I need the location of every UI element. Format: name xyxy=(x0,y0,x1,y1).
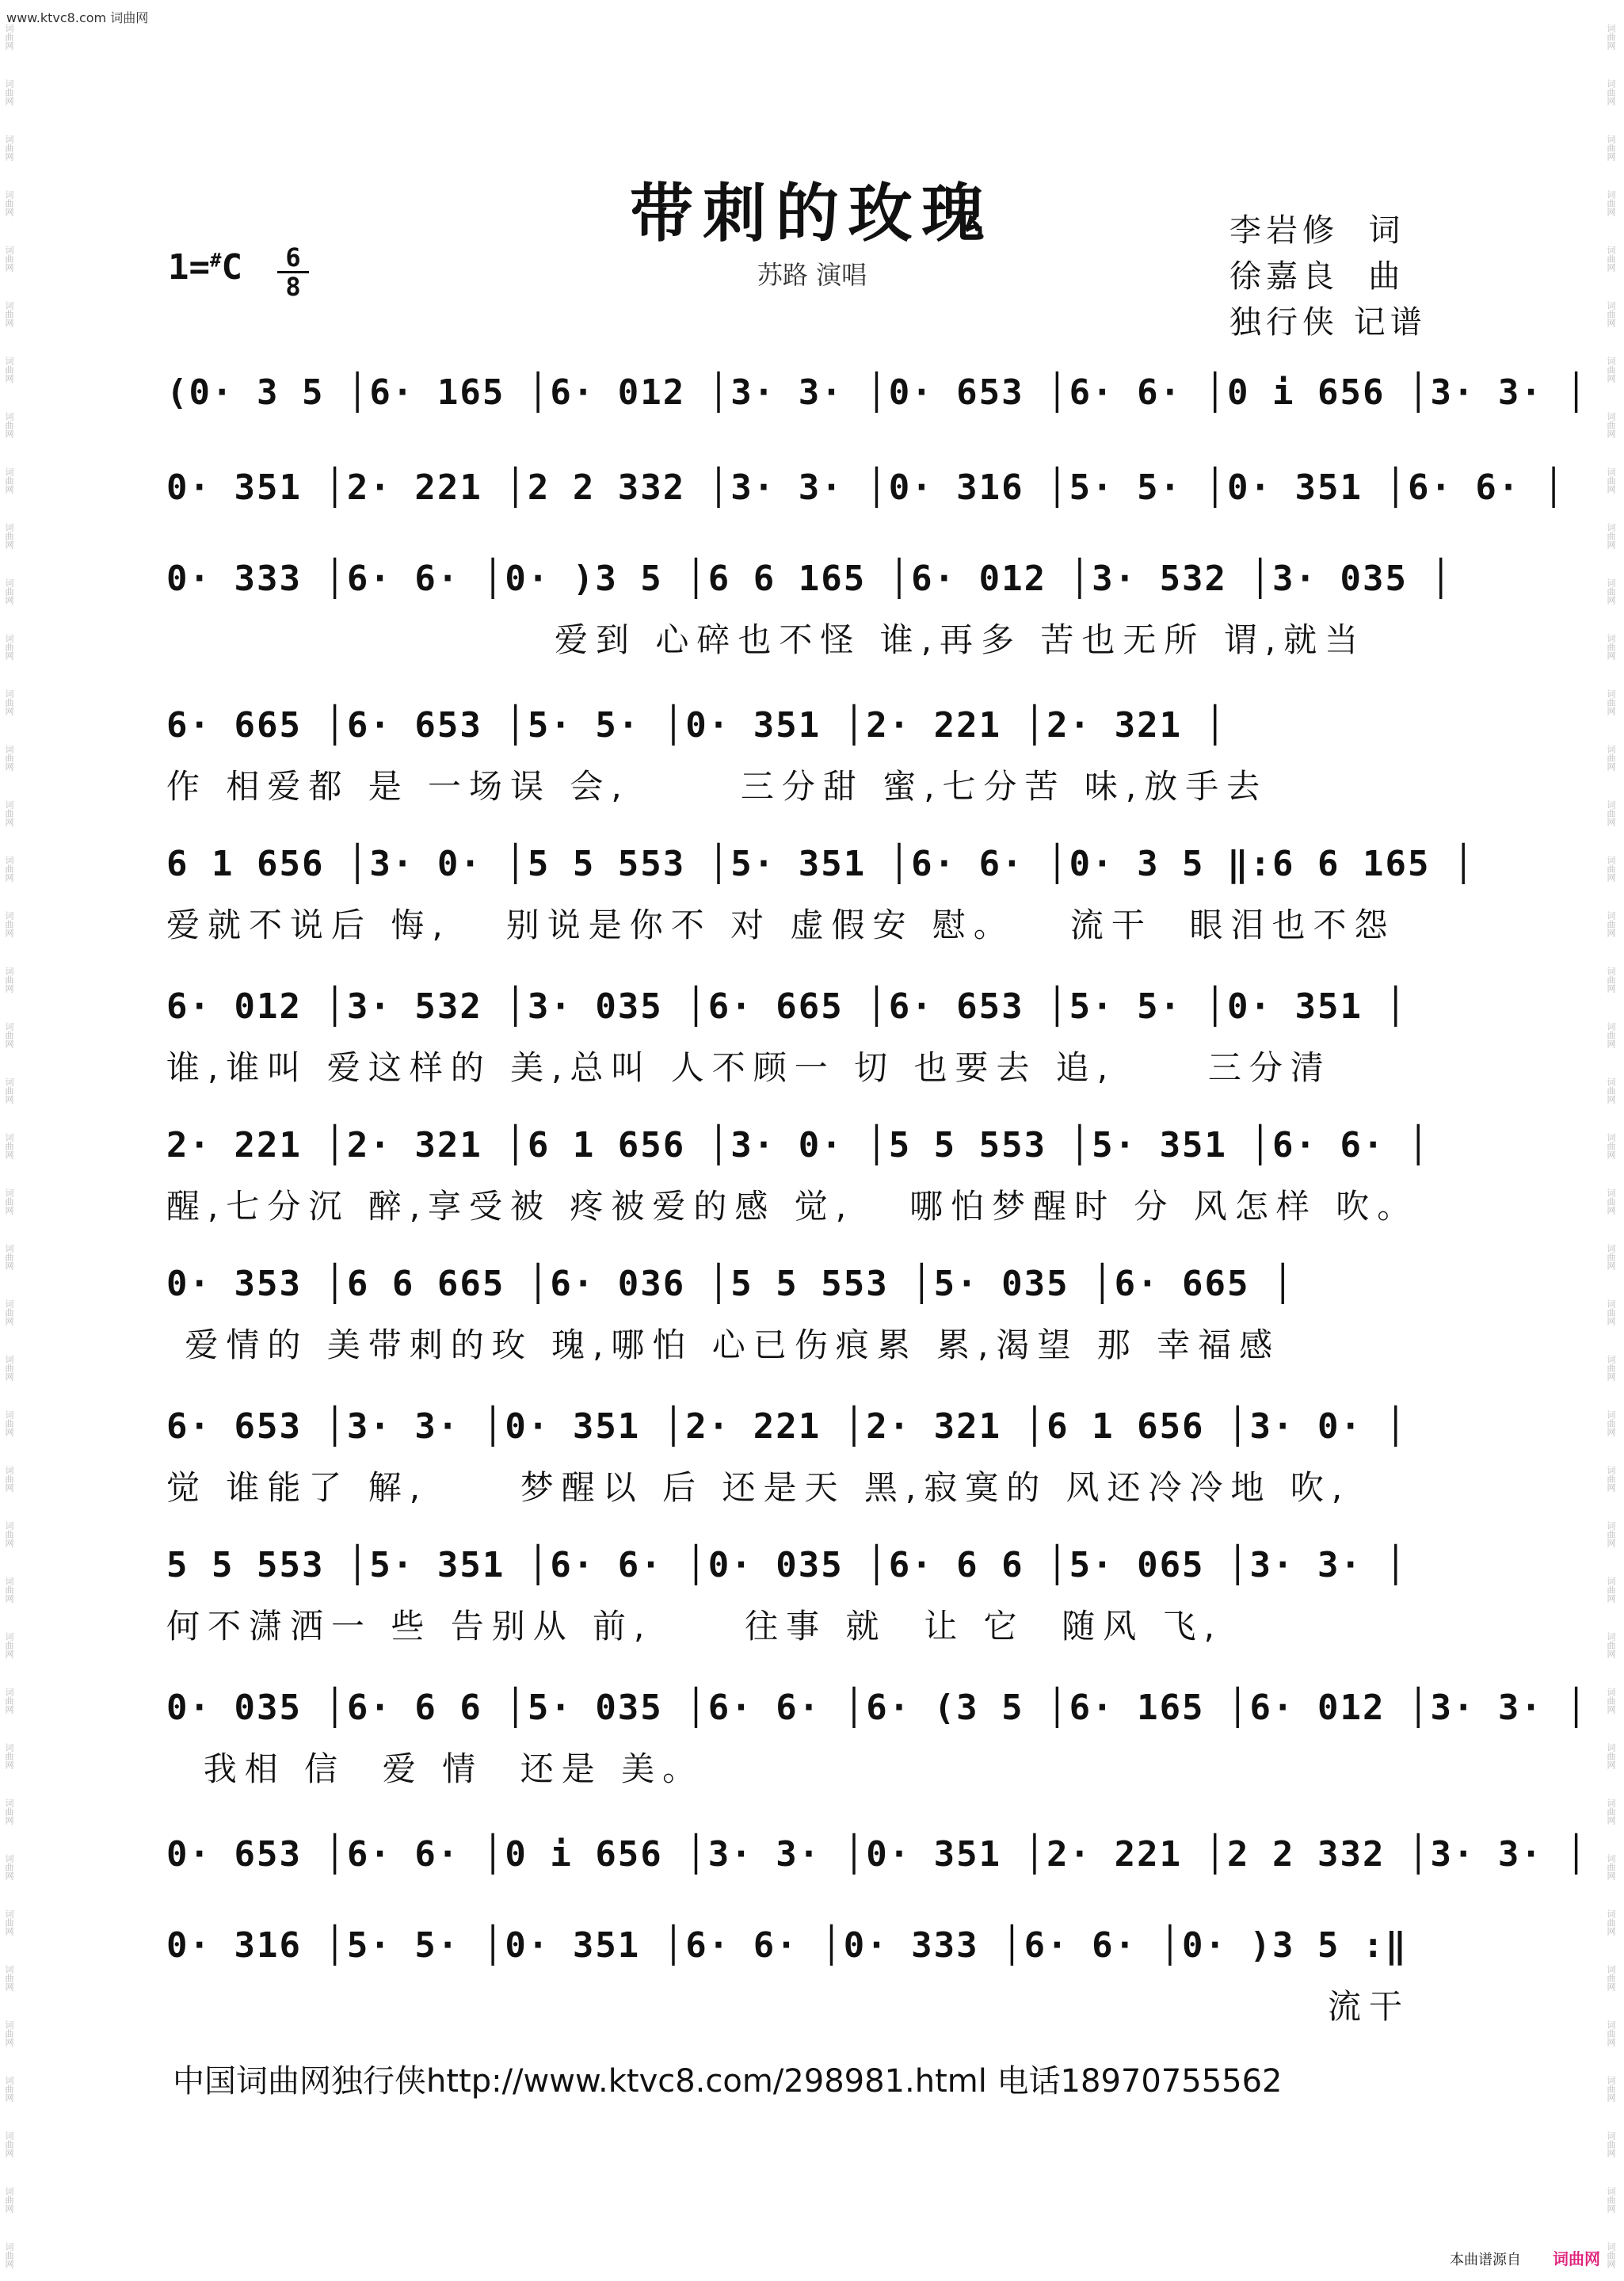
watermark-mark: 词曲网 xyxy=(4,2131,14,2157)
watermark-mark: 词曲网 xyxy=(1606,2131,1616,2157)
lyrics-line: 何不潇洒一 些 告别从 前, 往事 就 让 它 随风 飞, xyxy=(166,1607,1222,1646)
watermark-mark: 词曲网 xyxy=(1606,1410,1616,1436)
watermark-mark: 词曲网 xyxy=(4,523,14,549)
watermark-mark: 词曲网 xyxy=(4,1743,14,1769)
watermark-mark: 词曲网 xyxy=(1606,689,1616,715)
watermark-mark: 词曲网 xyxy=(1606,2076,1616,2102)
watermark-mark: 词曲网 xyxy=(4,2187,14,2213)
key-signature: 1=#C xyxy=(168,247,242,288)
watermark-mark: 词曲网 xyxy=(1606,1577,1616,1603)
watermark-mark: 词曲网 xyxy=(4,190,14,216)
lyrics-line: 谁,谁叫 爱这样的 美,总叫 人不顾一 切 也要去 追, 三分清 xyxy=(166,1048,1332,1087)
watermark-mark: 词曲网 xyxy=(4,2242,14,2268)
notation-line: 6 1 656 │3· 0· │5 5 553 │5· 351 │6· 6· │0· 3 5 ‖:6 6 165 │ xyxy=(166,844,1476,884)
watermark-mark: 词曲网 xyxy=(1606,1688,1616,1714)
watermark-mark: 词曲网 xyxy=(4,634,14,660)
watermark-mark: 词曲网 xyxy=(1606,301,1616,327)
watermark-mark: 词曲网 xyxy=(1606,1355,1616,1381)
watermark-mark: 词曲网 xyxy=(4,911,14,937)
watermark-mark: 词曲网 xyxy=(4,1078,14,1104)
notation-line: 2· 221 │2· 321 │6 1 656 │3· 0· │5 5 553 │5· 351 │6· 6· │ xyxy=(166,1125,1431,1165)
watermark-mark: 词曲网 xyxy=(4,1854,14,1880)
watermark-mark: 词曲网 xyxy=(1606,1632,1616,1658)
performer: 苏路 演唱 xyxy=(757,260,867,290)
watermark-mark: 词曲网 xyxy=(1606,1798,1616,1825)
watermark-mark: 词曲网 xyxy=(4,1244,14,1270)
watermark-mark: 词曲网 xyxy=(1606,2020,1616,2046)
notation-line: 0· 316 │5· 5· │0· 351 │6· 6· │0· 333 │6· 6· │0· )3 5 :‖ xyxy=(166,1925,1408,1966)
watermark-mark: 词曲网 xyxy=(4,1355,14,1381)
watermark-mark: 词曲网 xyxy=(1606,467,1616,494)
watermark-mark: 词曲网 xyxy=(4,856,14,882)
notation-line: 0· 333 │6· 6· │0· )3 5 │6 6 165 │6· 012 │3· 532 │3· 035 │ xyxy=(166,559,1453,599)
watermark-mark: 词曲网 xyxy=(1606,1854,1616,1880)
watermark-mark: 词曲网 xyxy=(4,2076,14,2102)
watermark-mark: 词曲网 xyxy=(4,79,14,105)
composer: 徐嘉良 曲 xyxy=(1229,258,1405,295)
watermark-mark: 词曲网 xyxy=(1606,911,1616,937)
lyrics-line: 爱就不说后 悔, 别说是你不 对 虚假安 慰。 流干 眼泪也不怨 xyxy=(166,906,1396,944)
watermark-mark: 词曲网 xyxy=(4,357,14,383)
watermark-mark: 词曲网 xyxy=(1606,79,1616,105)
watermark-mark: 词曲网 xyxy=(1606,1022,1616,1048)
credits xyxy=(1229,208,1427,345)
watermark-mark: 词曲网 xyxy=(1606,1909,1616,1936)
left-watermark-strip xyxy=(0,0,22,2281)
watermark-mark: 词曲网 xyxy=(4,967,14,993)
lyricist: 李岩修 词 xyxy=(1229,212,1405,249)
notation-line: 0· 351 │2· 221 │2 2 332 │3· 3· │0· 316 │5· 5· │0· 351 │6· 6· │ xyxy=(166,467,1566,508)
watermark-mark: 词曲网 xyxy=(4,800,14,826)
watermark-mark: 词曲网 xyxy=(4,1410,14,1436)
watermark-mark: 词曲网 xyxy=(1606,412,1616,438)
watermark-mark: 词曲网 xyxy=(4,1188,14,1215)
watermark-mark: 词曲网 xyxy=(4,135,14,161)
watermark-mark: 词曲网 xyxy=(1606,135,1616,161)
watermark-mark: 词曲网 xyxy=(1606,357,1616,383)
watermark-mark: 词曲网 xyxy=(4,1466,14,1492)
watermark-mark: 词曲网 xyxy=(4,1022,14,1048)
watermark-mark: 词曲网 xyxy=(4,246,14,272)
watermark-mark: 词曲网 xyxy=(1606,634,1616,660)
watermark-mark: 词曲网 xyxy=(1606,1743,1616,1769)
watermark-mark: 词曲网 xyxy=(1606,578,1616,605)
footer-link[interactable]: 中国词曲网独行侠http://www.ktvc8.com/298981.html 电话18970755562 xyxy=(173,2063,1283,2100)
lyrics-line: 爱情的 美带刺的玫 瑰,哪怕 心已伤痕累 累,渴望 那 幸福感 xyxy=(166,1325,1281,1364)
watermark-mark: 词曲网 xyxy=(4,1688,14,1714)
watermark-mark: 词曲网 xyxy=(1606,24,1616,50)
watermark-mark: 词曲网 xyxy=(1606,1466,1616,1492)
notation-line: 0· 353 │6 6 665 │6· 036 │5 5 553 │5· 035 │6· 665 │ xyxy=(166,1264,1295,1304)
notation-line: 6· 653 │3· 3· │0· 351 │2· 221 │2· 321 │6 1 656 │3· 0· │ xyxy=(166,1406,1408,1447)
notation-line: 0· 653 │6· 6· │0 i 656 │3· 3· │0· 351 │2· 221 │2 2 332 │3· 3· │ xyxy=(166,1834,1588,1875)
watermark-mark: 词曲网 xyxy=(4,1798,14,1825)
watermark-mark: 词曲网 xyxy=(4,1965,14,1991)
watermark-mark: 词曲网 xyxy=(4,1632,14,1658)
watermark-mark: 词曲网 xyxy=(4,689,14,715)
watermark-mark: 词曲网 xyxy=(1606,800,1616,826)
corner-source-label: 本曲谱源自 xyxy=(1450,2252,1521,2268)
notation-line: 6· 665 │6· 653 │5· 5· │0· 351 │2· 221 │2· 321 │ xyxy=(166,705,1228,746)
watermark-mark: 词曲网 xyxy=(4,412,14,438)
transcriber: 独行侠 记谱 xyxy=(1229,304,1427,341)
watermark-mark: 词曲网 xyxy=(1606,1133,1616,1159)
lyrics-line: 我相 信 爱 情 还是 美。 xyxy=(166,1749,704,1788)
lyrics-line: 流干 xyxy=(1327,1987,1410,2026)
watermark-mark: 词曲网 xyxy=(1606,1965,1616,1991)
corner-logo: 词曲网 xyxy=(1553,2249,1600,2268)
time-signature: 6 8 xyxy=(277,246,309,299)
watermark-mark: 词曲网 xyxy=(1606,967,1616,993)
right-watermark-strip xyxy=(1602,0,1624,2281)
song-title: 带刺的玫瑰 xyxy=(630,176,994,250)
watermark-mark: 词曲网 xyxy=(1606,2242,1616,2268)
watermark-mark: 词曲网 xyxy=(1606,1244,1616,1270)
watermark-mark: 词曲网 xyxy=(4,301,14,327)
watermark-mark: 词曲网 xyxy=(4,578,14,605)
watermark-mark: 词曲网 xyxy=(4,745,14,771)
lyrics-line: 作 相爱都 是 一场误 会, 三分甜 蜜,七分苦 味,放手去 xyxy=(166,767,1268,806)
watermark-mark: 词曲网 xyxy=(4,1577,14,1603)
watermark-mark: 词曲网 xyxy=(1606,1299,1616,1325)
source-tag: www.ktvc8.com 词曲网 xyxy=(6,10,149,25)
watermark-mark: 词曲网 xyxy=(1606,523,1616,549)
lyrics-line: 爱到 心碎也不怪 谁,再多 苦也无所 谓,就当 xyxy=(555,620,1367,659)
watermark-mark: 词曲网 xyxy=(1606,856,1616,882)
watermark-mark: 词曲网 xyxy=(4,1299,14,1325)
watermark-mark: 词曲网 xyxy=(4,2020,14,2046)
lyrics-line: 觉 谁能了 解, 梦醒以 后 还是天 黑,寂寞的 风还冷冷地 吹, xyxy=(166,1468,1351,1507)
notation-line: (0· 3 5 │6· 165 │6· 012 │3· 3· │0· 653 │6· 6· │0 i 656 │3· 3· │ xyxy=(166,372,1588,413)
watermark-mark: 词曲网 xyxy=(1606,190,1616,216)
watermark-mark: 词曲网 xyxy=(4,467,14,494)
notation-line: 6· 012 │3· 532 │3· 035 │6· 665 │6· 653 │5· 5· │0· 351 │ xyxy=(166,986,1408,1027)
watermark-mark: 词曲网 xyxy=(1606,246,1616,272)
watermark-mark: 词曲网 xyxy=(4,1521,14,1547)
notation-line: 5 5 553 │5· 351 │6· 6· │0· 035 │6· 6 6 │5· 065 │3· 3· │ xyxy=(166,1545,1408,1585)
watermark-mark: 词曲网 xyxy=(1606,1521,1616,1547)
watermark-mark: 词曲网 xyxy=(1606,1078,1616,1104)
watermark-mark: 词曲网 xyxy=(4,1133,14,1159)
lyrics-line: 醒,七分沉 醉,享受被 疼被爱的感 觉, 哪怕梦醒时 分 风怎样 吹。 xyxy=(166,1187,1419,1226)
notation-line: 0· 035 │6· 6 6 │5· 035 │6· 6· │6· (3 5 │6· 165 │6· 012 │3· 3· │ xyxy=(166,1688,1588,1728)
watermark-mark: 词曲网 xyxy=(4,1909,14,1936)
watermark-mark: 词曲网 xyxy=(1606,2187,1616,2213)
watermark-mark: 词曲网 xyxy=(1606,1188,1616,1215)
watermark-mark: 词曲网 xyxy=(4,24,14,50)
watermark-mark: 词曲网 xyxy=(1606,745,1616,771)
